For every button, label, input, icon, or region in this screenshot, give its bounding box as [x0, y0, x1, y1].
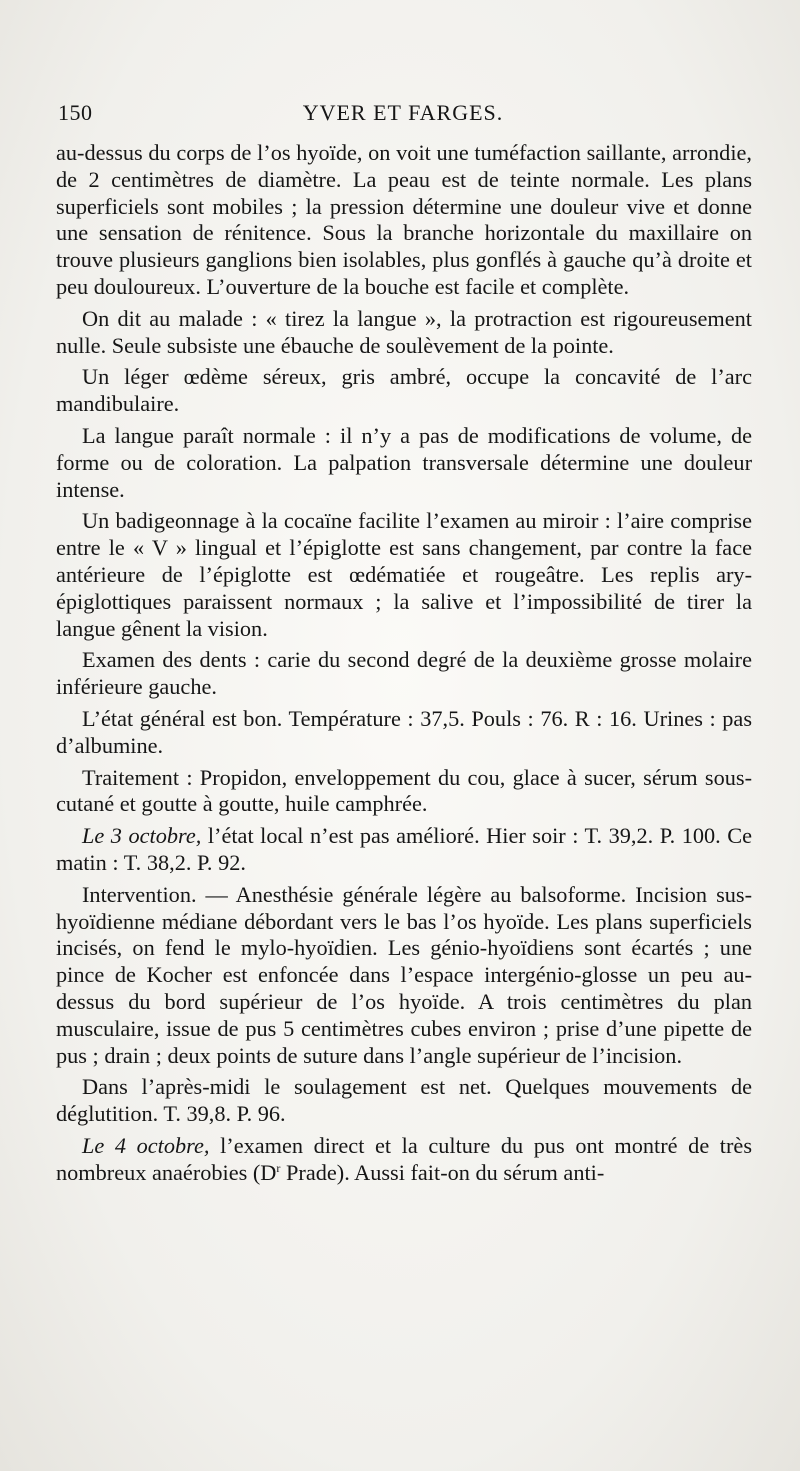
paragraph: Un léger œdème séreux, gris ambré, occupe la concavité de l’arc mandibulaire. [56, 364, 752, 417]
paragraph: La langue paraît normale : il n’y a pas de modifications de volume, de forme ou de coloration. La palpation transversale détermine une douleur intense. [56, 422, 752, 502]
running-head: YVER ET FARGES. [302, 100, 504, 125]
paragraph: Dans l’après-midi le soulagement est net. Quelques mouvements de déglutition. T. 39,8. P. 96. [56, 1074, 752, 1127]
paragraph: Le 4 octobre, l’examen direct et la culture du pus ont montré de très nombreux anaérobies ($D^r$ Prade). Aussi fait-on du sérum anti- [56, 1132, 753, 1185]
paragraph: Examen des dents : carie du second degré de la deuxième grosse molaire inférieure gauche. [56, 647, 752, 700]
paragraph: Le 3 octobre, l’état local n’est pas amélioré. Hier soir : T. 39,2. P. 100. Ce matin : T. 38,2. P. 92. [56, 823, 752, 875]
page-number: 150 [58, 100, 93, 125]
date-italic: Le 3 octobre, [82, 823, 202, 849]
paragraph: Un badigeonnage à la cocaïne facilite l’examen au miroir : l’aire comprise entre le « V » lingual et l’épiglotte est sans changement, par contre la face antérieure de l’épiglotte est œdématiée et rougeâtre. Les replis ary-épiglottiques paraissent normaux ; la salive et l’impossibilité de tirer la langue gênent la vision. [56, 508, 752, 641]
paragraph: Intervention. — Anesthésie générale légère au balsoforme. Incision sus-hyoïdienne médiane débordant vers le bas l’os hyoïde. Les plans superficiels incisés, on fend le mylo-hyoïdien. Les génio-hyoïdiens sont écartés ; une pince de Kocher est enfoncée dans l’espace intergénio-glosse un peu au-dessus du bord supérieur de l’os hyoïde. A trois centimètres du plan musculaire, issue de pus 5 centimètres cubes environ ; prise d’une pipette de pus ; drain ; deux points de suture dans l’angle supérieur de l’incision. [56, 881, 752, 1068]
date-italic: Le 4 octobre, [82, 1132, 210, 1158]
paragraph: Traitement : Propidon, enveloppement du cou, glace à sucer, sérum sous-cutané et goutte à goutte, huile camphrée. [56, 764, 752, 817]
page-header [58, 100, 748, 130]
paragraph: L’état général est bon. Température : 37,5. Pouls : 76. R : 16. Urines : pas d’albumine. [56, 705, 752, 758]
paragraph: au-dessus du corps de l’os hyoïde, on voit une tuméfaction saillante, arrondie, de 2 centimètres de diamètre. La peau est de teinte normale. Les plans superficiels sont mobiles ; la pression détermine une douleur vive et donne une sensation de rénitence. Sous la branche horizontale du maxillaire on trouve plusieurs ganglions bien isolables, plus gonflés à gauche qu’à droite et peu douloureux. L’ouverture de la bouche est facile et complète. [56, 140, 752, 299]
paragraph: On dit au malade : « tirez la langue », la protraction est rigoureusement nulle. Seule subsiste une ébauche de soulèvement de la pointe. [56, 305, 752, 358]
body-text [56, 140, 752, 1191]
superscript: r [276, 1160, 281, 1175]
